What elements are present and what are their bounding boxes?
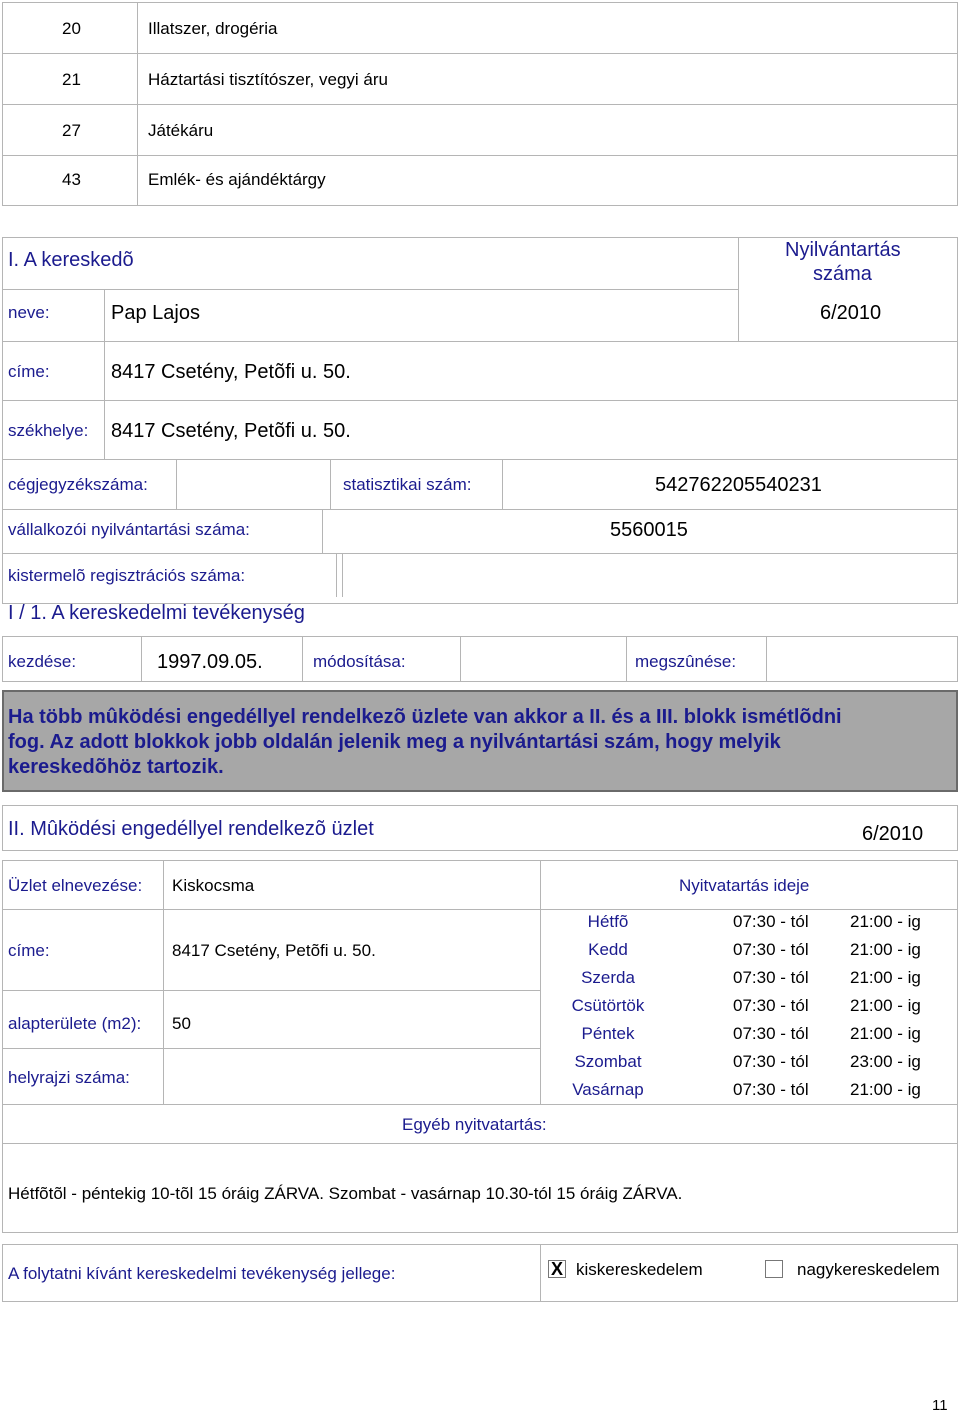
merchant-name-label: neve: (8, 303, 50, 322)
retail-checkbox[interactable]: X (548, 1260, 566, 1278)
other-hours-label: Egyéb nyitvatartás: (402, 1115, 547, 1134)
other-hours-text: Hétfõtõl - péntekig 10-tõl 15 óráig ZÁRVA. Szombat - vasárnap 10.30-tól 15 óráig ZÁRVA. (8, 1184, 683, 1203)
merchant-seat: 8417 Csetény, Petõfi u. 50. (111, 420, 351, 442)
page-number: 11 (932, 1397, 948, 1414)
retail-label: kiskereskedelem (576, 1260, 703, 1279)
shop-section-title: II. Mûködési engedéllyel rendelkezõ üzlet (8, 818, 374, 840)
hours-to: 21:00 - ig (850, 1080, 921, 1099)
stat-number: 542762205540231 (655, 474, 822, 496)
hours-day: Szerda (581, 968, 635, 987)
activity-dates (2, 636, 958, 682)
hours-day: Csütörtök (571, 996, 645, 1015)
start-date-label: kezdése: (8, 652, 77, 671)
category-code: 21 (62, 70, 81, 89)
shop-name-label: Üzlet elnevezése: (8, 876, 143, 895)
hours-to: 23:00 - ig (850, 1052, 921, 1071)
hours-day: Kedd (588, 940, 628, 959)
category-name: Játékáru (148, 121, 214, 140)
producer-number-label: kistermelõ regisztrációs száma: (8, 566, 246, 585)
shop-address: 8417 Csetény, Petõfi u. 50. (172, 941, 376, 960)
shop-address-label: címe: (8, 941, 50, 960)
merchant-section-title: I. A kereskedõ (8, 249, 134, 271)
shop-details (2, 860, 958, 1144)
merchant-name: Pap Lajos (111, 302, 200, 324)
hours-from: 07:30 - tól (733, 940, 809, 959)
hours-from: 07:30 - tól (733, 912, 809, 931)
category-code: 43 (62, 170, 81, 189)
category-code: 27 (62, 121, 81, 140)
hours-day: Péntek (581, 1024, 635, 1043)
merchant-reg-number: 6/2010 (820, 302, 882, 324)
hours-to: 21:00 - ig (850, 996, 921, 1015)
hours-from: 07:30 - tól (733, 1024, 809, 1043)
shop-area-label: alapterülete (m2): (8, 1014, 142, 1033)
hours-from: 07:30 - tól (733, 968, 809, 987)
entrepreneur-number: 5560015 (610, 519, 688, 541)
shop-area: 50 (172, 1014, 191, 1033)
opening-hours-header: Nyitvatartás ideje (679, 876, 810, 895)
stat-number-label: statisztikai szám: (343, 475, 472, 494)
merchant-address-label: címe: (8, 362, 50, 381)
entrepreneur-number-label: vállalkozói nyilvántartási száma: (8, 520, 250, 539)
hours-day: Hétfõ (587, 912, 629, 931)
notice-text: kereskedõhöz tartozik. (8, 756, 224, 778)
category-name: Illatszer, drogéria (148, 19, 278, 38)
shop-parcel-label: helyrajzi száma: (8, 1068, 130, 1087)
hours-day: Szombat (574, 1052, 642, 1071)
hours-from: 07:30 - tól (733, 1052, 809, 1071)
start-date: 1997.09.05. (157, 651, 263, 673)
company-reg-label: cégjegyzékszáma: (8, 475, 148, 494)
category-name: Emlék- és ajándéktárgy (148, 170, 326, 189)
shop-reg-number: 6/2010 (862, 823, 924, 845)
hours-day: Vasárnap (572, 1080, 644, 1099)
wholesale-checkbox[interactable] (765, 1260, 783, 1278)
merchant-seat-label: székhelye: (8, 421, 89, 440)
modify-date-label: módosítása: (313, 652, 406, 671)
reg-number-header: Nyilvántartás (785, 239, 901, 261)
hours-from: 07:30 - tól (733, 1080, 809, 1099)
hours-to: 21:00 - ig (850, 940, 921, 959)
hours-to: 21:00 - ig (850, 912, 921, 931)
hours-from: 07:30 - tól (733, 996, 809, 1015)
merchant-address: 8417 Csetény, Petõfi u. 50. (111, 361, 351, 383)
hours-to: 21:00 - ig (850, 968, 921, 987)
category-name: Háztartási tisztítószer, vegyi áru (148, 70, 388, 89)
reg-number-header: száma (813, 263, 872, 285)
wholesale-label: nagykereskedelem (797, 1260, 940, 1279)
notice-text: Ha több mûködési engedéllyel rendelkezõ üzlete van akkor a II. és a III. blokk ismétlõdni (8, 706, 842, 728)
trade-type-label: A folytatni kívánt kereskedelmi tevékenység jellege: (8, 1264, 396, 1283)
category-code: 20 (62, 19, 81, 38)
hours-to: 21:00 - ig (850, 1024, 921, 1043)
activity-title: I / 1. A kereskedelmi tevékenység (8, 602, 305, 624)
notice-text: fog. Az adott blokkok jobb oldalán jelenik meg a nyilvántartási szám, hogy melyik (8, 731, 781, 753)
shop-name: Kiskocsma (172, 876, 255, 895)
end-date-label: megszûnése: (635, 652, 737, 671)
